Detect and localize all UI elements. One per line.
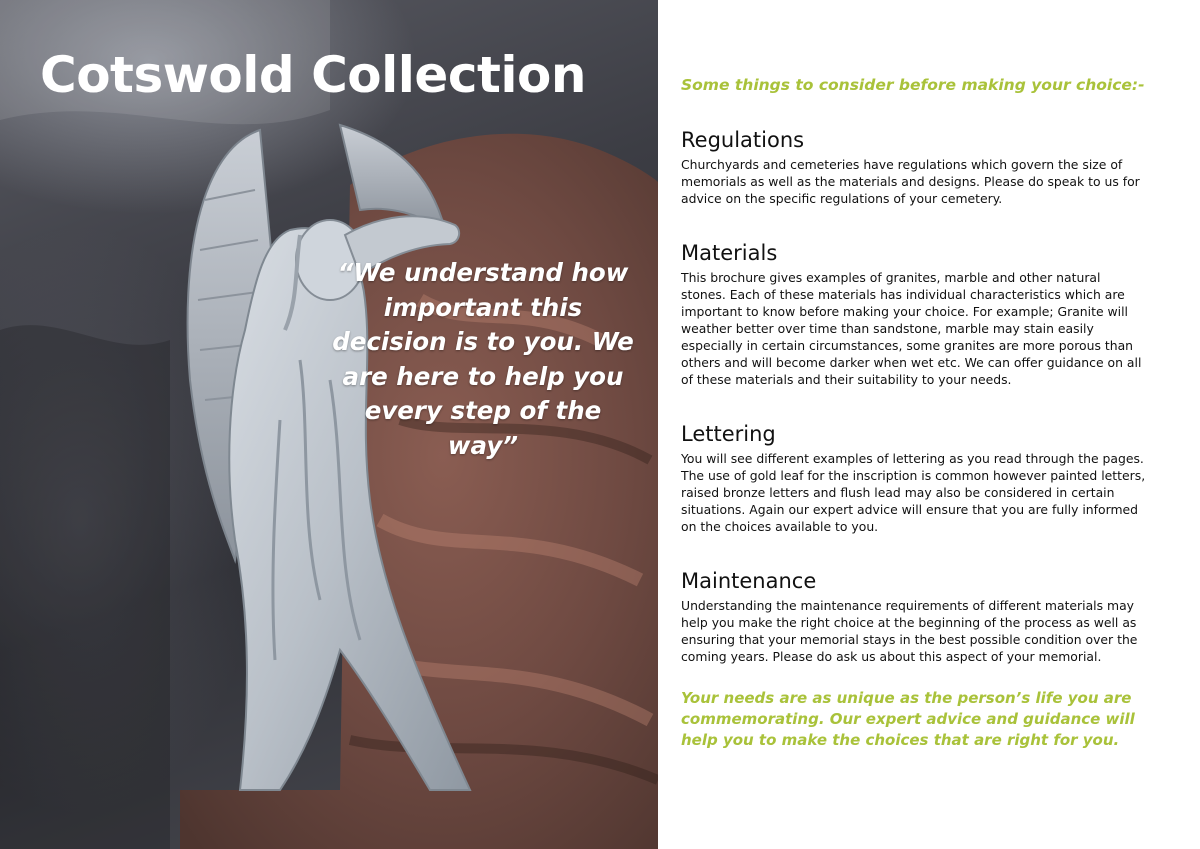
section-maintenance [681, 569, 1146, 665]
section-heading: Materials [681, 241, 778, 265]
section-regulations [681, 128, 1146, 207]
intro-heading: Some things to consider before making your choice:- [681, 76, 1145, 94]
section-heading: Maintenance [681, 569, 817, 593]
section-heading: Lettering [681, 422, 776, 446]
section-body: Understanding the maintenance requirements of different materials may help you make the right choice at the beginning of the process as well as ensuring that your memorial stays in the best possible condition over the coming years. Please do ask us about this aspect of your memorial. [681, 598, 1138, 664]
section-materials [681, 241, 1146, 388]
pull-quote: “We understand how important this decision is to you. We are here to help you every step of the way” [332, 258, 634, 460]
closing-statement: Your needs are as unique as the person’s life you are commemorating. Our expert advice and guidance will help you to make the choices that are right for you. [681, 689, 1135, 749]
section-body: Churchyards and cemeteries have regulations which govern the size of memorials as well as the materials and designs. Please do speak to us for advice on the specific regulations of your cemetery. [681, 157, 1140, 206]
section-body: You will see different examples of lettering as you read through the pages. The use of gold leaf for the inscription is common however painted letters, raised bronze letters and flush lead may also be considered in certain situations. Again our expert advice will ensure that you are fully informed on the choices available to you. [681, 451, 1146, 534]
section-lettering [681, 422, 1146, 535]
section-heading: Regulations [681, 128, 805, 152]
page-title: Cotswold Collection [40, 46, 586, 104]
section-body: This brochure gives examples of granites, marble and other natural stones. Each of these materials has individual characteristics which are important to know before making your choice. For example; Granite will weather better over time than sandstone, marble may stain easily especially in certain circumstances, some granites are more porous than others and will become darker when wet etc. We can offer guidance on all of these materials and their suitability to your needs. [681, 270, 1142, 387]
